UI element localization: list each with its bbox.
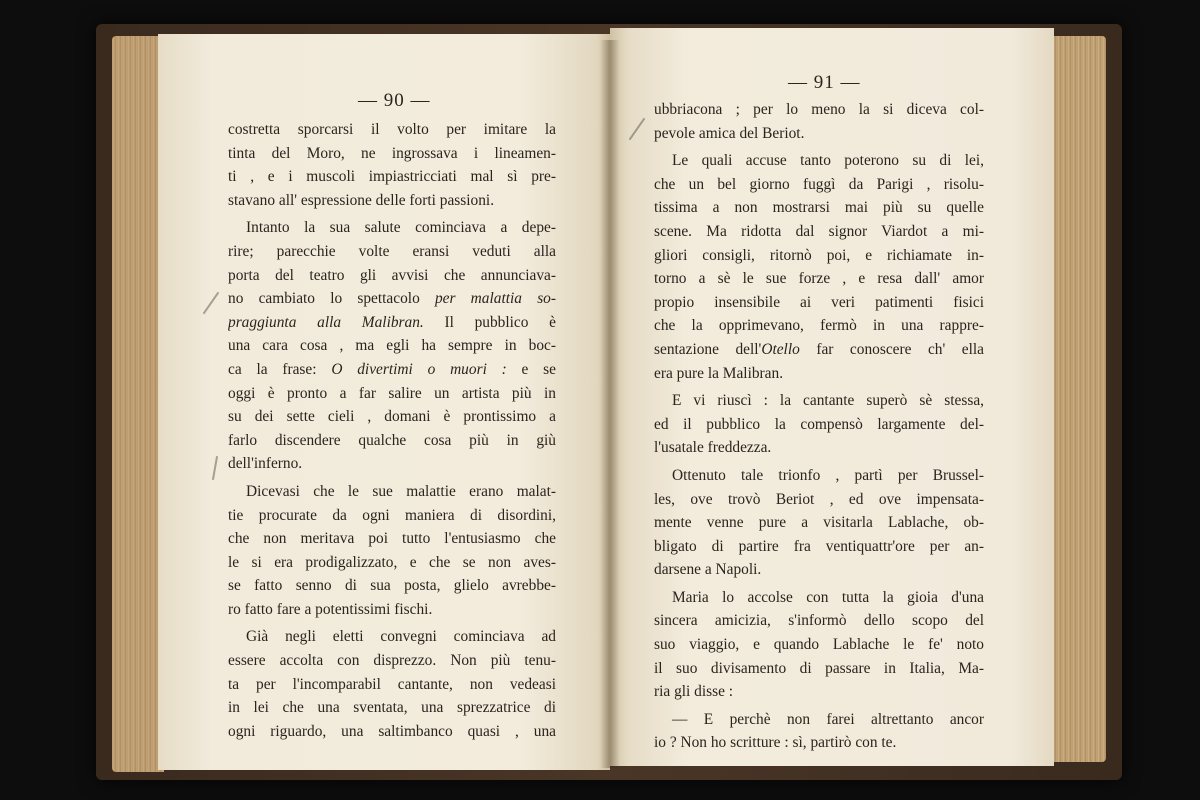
italic-segment: praggiunta alla Malibran. xyxy=(228,313,424,331)
text-segment: rire; parecchie volte eransi veduti alla xyxy=(228,242,556,260)
text-segment: Già negli eletti convegni cominciava ad xyxy=(246,628,556,646)
text-line xyxy=(228,405,556,429)
text-line xyxy=(228,504,556,528)
text-line xyxy=(228,334,556,358)
text-segment: che la opprimevano, fermò in una rappre- xyxy=(654,317,984,335)
left-page-edges xyxy=(112,36,164,772)
text-segment: ti , e i muscoli impiastricciati mal sì pre- xyxy=(228,168,556,186)
text-line xyxy=(228,216,556,240)
text-line xyxy=(654,680,984,704)
text-segment: che non meritava poi tutto l'entusiasmo che xyxy=(228,530,556,548)
text-segment: farlo discendere qualche cosa più in giù xyxy=(228,431,556,449)
italic-segment: O divertimi o muori : xyxy=(331,360,507,378)
text-segment: les, ove trovò Beriot , ed ove impensata- xyxy=(654,490,984,508)
text-segment: Il pubblico è xyxy=(423,313,556,331)
text-line xyxy=(228,165,556,189)
text-line xyxy=(228,625,556,649)
text-segment: oggi è pronto a far salire un artista più in xyxy=(228,384,556,402)
text-line xyxy=(228,720,556,744)
left-page-text xyxy=(228,118,556,743)
text-line xyxy=(228,264,556,288)
left-page-number: — 90 — xyxy=(358,90,431,111)
text-segment: Dicevasi che le sue malattie erano malat- xyxy=(246,482,556,500)
text-line xyxy=(654,291,984,315)
text-line xyxy=(228,598,556,622)
text-line xyxy=(654,267,984,291)
text-line xyxy=(654,173,984,197)
text-line xyxy=(654,586,984,610)
text-segment: ria gli disse : xyxy=(654,683,734,701)
text-line xyxy=(228,551,556,575)
text-line xyxy=(654,314,984,338)
text-line xyxy=(654,511,984,535)
italic-segment: Otello xyxy=(761,340,800,358)
text-line xyxy=(654,220,984,244)
text-segment: in lei che una sventata, una sprezzatrice di xyxy=(228,699,556,717)
text-segment: ed il pubblico la compensò largamente del- xyxy=(654,415,984,433)
text-line xyxy=(654,149,984,173)
text-segment: scene. Ma ridotta dal signor Viardot a mi- xyxy=(654,222,984,240)
text-segment: sentazione dell' xyxy=(654,340,762,358)
text-segment: bligato di partire fra ventiquattr'ore per an- xyxy=(654,537,984,555)
right-page-number: — 91 — xyxy=(788,72,861,93)
text-line xyxy=(228,480,556,504)
text-segment: sincera amicizia, s'informò dello scopo del xyxy=(654,612,984,630)
text-line xyxy=(654,731,984,755)
text-line xyxy=(654,196,984,220)
text-line xyxy=(654,633,984,657)
text-segment: Ottenuto tale trionfo , partì per Brussel- xyxy=(672,466,984,484)
text-segment: Maria lo accolse con tutta la gioia d'una xyxy=(672,588,984,606)
text-segment: tissima a non mostrarsi mai più su quelle xyxy=(654,199,984,217)
text-line xyxy=(654,558,984,582)
text-segment: su dei sette cieli , domani è prontissimo a xyxy=(228,408,556,426)
text-segment: Intanto la sua salute cominciava a depe- xyxy=(246,219,556,237)
text-segment: gliori consigli, ritornò poi, e richiamate in- xyxy=(654,246,984,264)
text-segment: suo viaggio, e quando Lablache le fe' noto xyxy=(654,636,984,654)
text-line xyxy=(654,436,984,460)
text-segment: ogni riguardo, una saltimbanco quasi , una xyxy=(228,722,556,740)
text-segment: essere accolta con disprezzo. Non più tenu- xyxy=(228,652,556,670)
left-page xyxy=(158,34,610,770)
text-segment: dell'inferno. xyxy=(228,455,303,473)
text-segment: se fatto senno di sua posta, glielo avrebbe- xyxy=(228,577,556,595)
text-line xyxy=(228,574,556,598)
right-page xyxy=(610,28,1054,766)
text-segment: l'usatale freddezza. xyxy=(654,439,772,457)
text-line xyxy=(654,98,984,122)
text-segment: che un bel giorno fuggì da Parigi , risolu- xyxy=(654,175,984,193)
text-segment: torno a sè le sue forze , e resa dall' amor xyxy=(654,270,984,288)
text-line xyxy=(654,609,984,633)
text-segment: ubbriacona ; per lo meno la si diceva col- xyxy=(654,101,984,118)
text-line xyxy=(654,244,984,268)
text-segment: darsene a Napoli. xyxy=(654,561,762,579)
text-segment: tie procurate da ogni maniera di disordini, xyxy=(228,506,556,524)
text-line xyxy=(654,657,984,681)
text-line xyxy=(228,189,556,213)
text-line xyxy=(654,488,984,512)
text-segment: una cara cosa , ma egli ha sempre in boc- xyxy=(228,337,556,355)
text-line xyxy=(654,122,984,146)
right-page-edges xyxy=(1052,36,1106,762)
text-line xyxy=(228,358,556,382)
text-segment: ca la frase: xyxy=(228,360,332,378)
text-line xyxy=(654,708,984,732)
text-segment: stavano all' espressione delle forti passioni. xyxy=(228,191,495,209)
text-line xyxy=(228,382,556,406)
text-line xyxy=(654,389,984,413)
text-line xyxy=(654,464,984,488)
text-line xyxy=(228,287,556,311)
text-line xyxy=(228,673,556,697)
right-page-text xyxy=(654,98,984,755)
text-segment: il suo divisamento di passare in Italia, Ma- xyxy=(654,659,984,677)
text-segment: ta per l'incomparabil cantante, non vedeasi xyxy=(228,675,556,693)
text-line xyxy=(654,338,984,362)
text-line xyxy=(228,118,556,142)
text-line xyxy=(228,649,556,673)
text-segment: propio insensibile ai veri patimenti fisici xyxy=(654,293,984,311)
text-line xyxy=(654,535,984,559)
text-segment: Le quali accuse tanto poterono su di lei, xyxy=(672,152,984,170)
text-segment: E vi riuscì : la cantante superò sè stessa, xyxy=(672,392,984,410)
text-line xyxy=(228,142,556,166)
text-segment: costretta sporcarsi il volto per imitare la xyxy=(228,121,556,138)
text-segment: mente venne pure a visitarla Lablache, ob- xyxy=(654,514,984,532)
text-line xyxy=(228,429,556,453)
text-segment: ro fatto fare a potentissimi fischi. xyxy=(228,600,433,618)
text-segment: porta del teatro gli avvisi che annunciava- xyxy=(228,266,556,284)
text-line xyxy=(654,362,984,386)
text-line xyxy=(228,240,556,264)
text-segment: no cambiato lo spettacolo xyxy=(228,290,435,308)
text-line xyxy=(228,311,556,335)
text-line xyxy=(228,452,556,476)
text-segment: — E perchè non farei altrettanto ancor xyxy=(672,710,984,728)
text-segment: pevole amica del Beriot. xyxy=(654,124,805,142)
italic-segment: per malattia so- xyxy=(434,290,556,308)
text-line xyxy=(654,413,984,437)
text-segment: io ? Non ho scritture : sì, partirò con te. xyxy=(654,734,897,752)
text-segment: tinta del Moro, ne ingrossava i lineamen- xyxy=(228,144,556,162)
text-segment: e se xyxy=(506,360,556,378)
text-line xyxy=(228,527,556,551)
text-segment: far conoscere ch' ella xyxy=(799,340,984,358)
book-gutter xyxy=(600,40,620,768)
text-segment: era pure la Malibran. xyxy=(654,364,784,382)
text-line xyxy=(228,696,556,720)
text-segment: le si era prodigalizzato, e che se non aves- xyxy=(228,553,556,571)
